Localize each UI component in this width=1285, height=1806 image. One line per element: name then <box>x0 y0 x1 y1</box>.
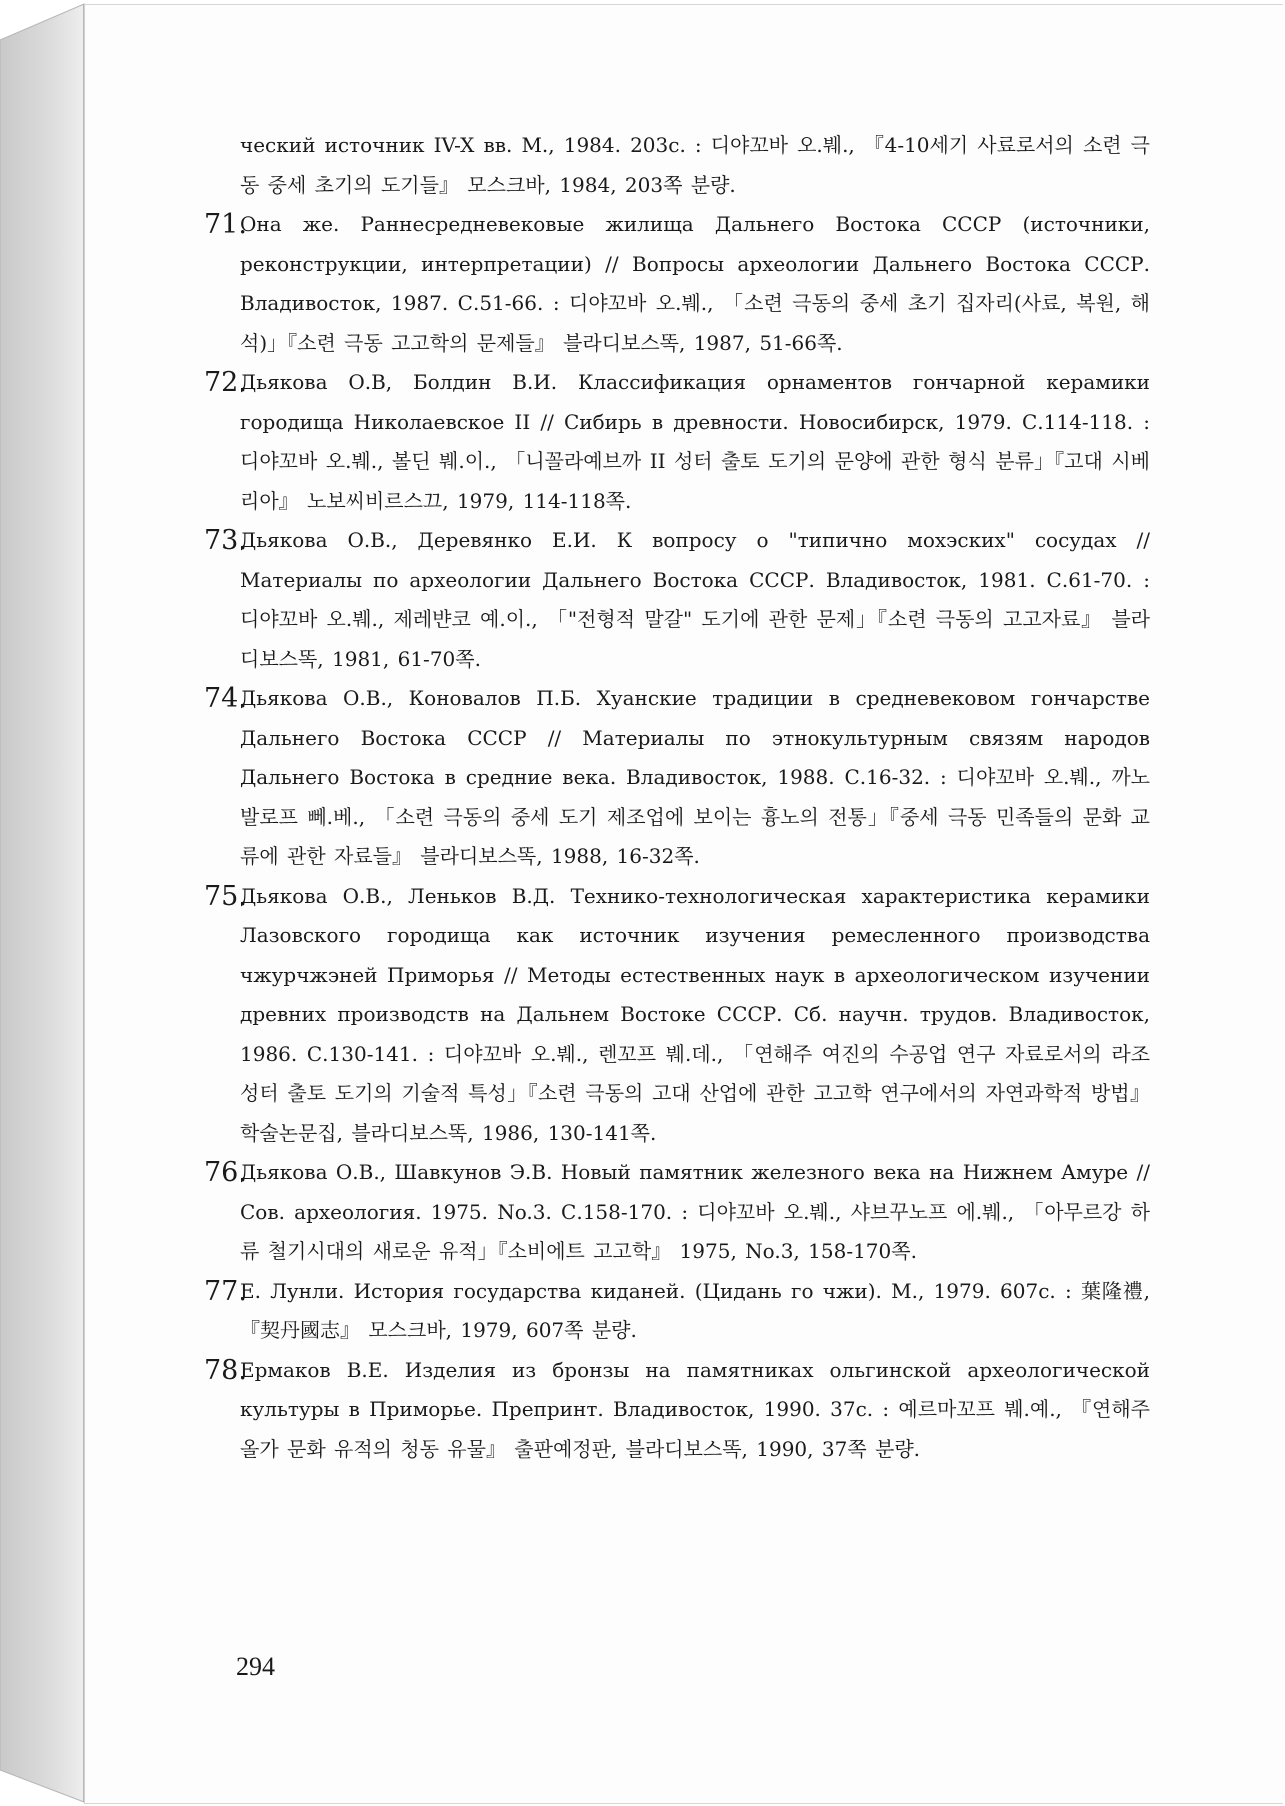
entry-number: 77. <box>204 1275 247 1307</box>
bibliography-entry-77 <box>204 1272 1150 1351</box>
entry-text: Дьякова О.В., Коновалов П.Б. Хуанские традиции в средневековом гончарстве Дальнего Востока СССР // Материалы по этнокультурным связям народов Дальнего Востока в средние века. Владивосток, 1988. С.16-32. : 디야꼬바 오.붸., 까노발로프 뻬.베., 「소련 극동의 중세 도기 제조업에 보이는 흉노의 전통」『중세 극동 민족들의 문화 교류에 관한 자료들』 블라디보스똑, 1988, 16-32쪽. <box>240 686 1150 868</box>
entry-text: ческий источник IV-X вв. M., 1984. 203с. : 디야꼬바 오.붸., 『4-10세기 사료로서의 소련 극동 중세 초기의 도기들』 모스크바, 1984, 203쪽 분량. <box>240 133 1150 197</box>
bibliography-entry-73 <box>204 521 1150 679</box>
bibliography-entry-71 <box>204 205 1150 363</box>
bibliography-entry-76 <box>204 1153 1150 1272</box>
bibliography-entry-75 <box>204 877 1150 1154</box>
entry-number: 71. <box>204 209 247 240</box>
entry-text: Ермаков В.Е. Изделия из бронзы на памятниках ольгинской археологической культуры в Приморье. Препринт. Владивосток, 1990. 37с. : 예르마꼬프 붸.예., 『연해주 올가 문화 유적의 청동 유물』 출판예정판, 블라디보스똑, 1990, 37쪽 분량. <box>240 1357 1150 1461</box>
continued-entry <box>240 126 1150 205</box>
entry-number: 75. <box>204 880 247 912</box>
entry-text: Дьякова О.В., Шавкунов Э.В. Новый памятник железного века на Нижнем Амуре // Сов. археология. 1975. No.3. С.158-170. : 디야꼬바 오.붸., 샤브꾸노프 에.붸., 「아무르강 하류 철기시대의 새로운 유적」『소비에트 고고학』 1975, No.3, 158-170쪽. <box>240 1160 1150 1263</box>
bibliography-entry-74 <box>204 679 1150 877</box>
entry-text: Е. Лунли. История государства киданей. (Цидань го чжи). М., 1979. 607с. : 葉隆禮, 『契丹國志』 모스크바, 1979, 607쪽 분량. <box>240 1278 1150 1342</box>
entry-text: Дьякова О.В., Деревянко Е.И. К вопросу о "типично мохэских" сосудах // Материалы по археологии Дальнего Востока СССР. Владивосток, 1981. С.61-70. : 디야꼬바 오.붸., 제레뱐코 예.이., 「"전형적 말갈" 도기에 관한 문제」『소련 극동의 고고자료』 블라디보스똑, 1981, 61-70쪽. <box>240 528 1150 671</box>
bibliography-list <box>204 126 1150 1469</box>
bibliography-entry-72 <box>204 363 1150 521</box>
book-spine <box>0 0 90 1806</box>
entry-number: 76. <box>204 1157 247 1188</box>
entry-number: 73. <box>204 525 247 556</box>
entry-text: Она же. Раннесредневековые жилища Дальнего Востока СССР (источники, реконструкции, интерпретации) // Вопросы археологии Дальнего Востока СССР. Владивосток, 1987. С.51-66. : 디야꼬바 오.붸., 「소련 극동의 중세 초기 집자리(사료, 복원, 해석)」『소련 극동 고고학의 문제들』 블라디보스똑, 1987, 51-66쪽. <box>240 212 1150 355</box>
entry-number: 78. <box>204 1354 247 1386</box>
entry-number: 74. <box>204 683 247 714</box>
bibliography-entry-78 <box>204 1351 1150 1470</box>
entry-number: 72. <box>204 367 247 398</box>
page-number: 294 <box>236 1652 275 1681</box>
entry-text: Дьякова О.В, Болдин В.И. Классификация орнаментов гончарной керамики городища Николаевское II // Сибирь в древности. Новосибирск, 1979. С.114-118. : 디야꼬바 오.붸., 볼딘 붸.이., 「니꼴라예브까 II 성터 출토 도기의 문양에 관한 형식 분류」『고대 시베리아』 노보씨비르스끄, 1979, 114-118쪽. <box>240 370 1150 513</box>
entry-text: Дьякова О.В., Леньков В.Д. Технико-технологическая характеристика керамики Лазовского городища как источник изучения ремесленного производства чжурчжэней Приморья // Методы естественных наук в археологическом изучении древних производств на Дальнем Востоке СССР. Сб. научн. трудов. Владивосток, 1986. С.130-141. : 디야꼬바 오.붸., 렌꼬프 붸.데., 「연해주 여진의 수공업 연구 자료로서의 라조 성터 출토 도기의 기술적 특성」『소련 극동의 고대 산업에 관한 고고학 연구에서의 자연과학적 방법』 학술논문집, 블라디보스똑, 1986, 130-141쪽. <box>240 883 1150 1145</box>
